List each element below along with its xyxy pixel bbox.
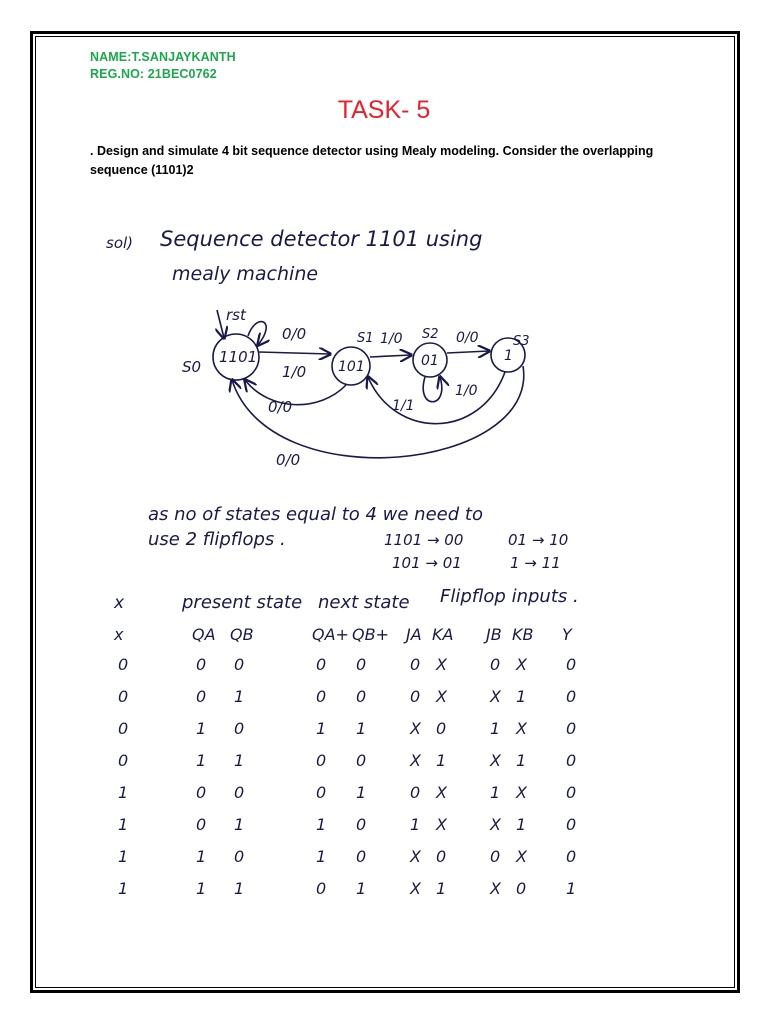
state-s1-code: 101 — [338, 359, 365, 375]
table-cell: 1 — [118, 847, 129, 866]
table-cell: X — [490, 687, 501, 706]
table-cell: 1 — [516, 687, 527, 706]
question-text: . Design and simulate 4 bit sequence detector using Mealy modeling. Consider the overlapping sequence (1101)2 — [90, 144, 654, 177]
table-group-x: x — [114, 593, 125, 613]
encoding-3: 101 → 01 — [392, 554, 462, 572]
table-cell: 0 — [356, 847, 367, 866]
state-s0-code: 1101 — [219, 348, 258, 366]
table-cell: 1 — [410, 815, 421, 834]
label-s2-s3: 0/0 — [456, 330, 479, 346]
label-s1-s0: 0/0 — [268, 398, 293, 416]
table-cell: X — [436, 687, 447, 706]
state-s2-code: 01 — [421, 353, 439, 369]
state-s2-name: S2 — [422, 327, 439, 342]
label-s2-self: 1/0 — [455, 383, 478, 399]
table-cell: 1 — [356, 879, 367, 898]
table-header-cell: QA — [192, 625, 216, 644]
table-cell: 0 — [196, 655, 207, 674]
table-cell: 1 — [490, 719, 501, 738]
table-cell: X — [516, 719, 527, 738]
label-s1-s2: 1/0 — [380, 331, 403, 347]
table-cell: 0 — [316, 879, 327, 898]
label-s3-s0: 0/0 — [276, 451, 301, 469]
table-cell: X — [410, 879, 421, 898]
table-header-cell: QB+ — [352, 625, 389, 644]
table-header-cell: QB — [230, 625, 254, 644]
table-cell: X — [516, 783, 527, 802]
table-cell: 1 — [118, 815, 129, 834]
table-cell: 0 — [566, 719, 577, 738]
table-cell: 0 — [196, 815, 207, 834]
state-s1-name: S1 — [357, 331, 374, 346]
table-cell: 1 — [196, 719, 207, 738]
table-header-cell: KB — [512, 625, 534, 644]
table-cell: 1 — [118, 783, 129, 802]
table-cell: 1 — [316, 847, 327, 866]
s2-self-loop — [423, 377, 442, 402]
state-s3-code: 1 — [504, 348, 513, 364]
student-name: NAME:T.SANJAYKANTH — [90, 50, 236, 64]
table-group-flipflop-inputs: Flipflop inputs . — [440, 586, 579, 607]
table-cell: 0 — [356, 815, 367, 834]
table-cell: 0 — [356, 655, 367, 674]
edge-s3-s1 — [368, 372, 505, 424]
table-cell: 1 — [356, 719, 367, 738]
solution-line-2: mealy machine — [172, 263, 319, 285]
table-cell: 0 — [196, 687, 207, 706]
table-cell: 1 — [566, 879, 577, 898]
table-header-cell: JA — [406, 625, 422, 644]
table-header-cell: JB — [486, 625, 502, 644]
edge-s1-s2 — [370, 355, 411, 357]
table-cell: 1 — [436, 751, 447, 770]
table-cell: X — [436, 815, 447, 834]
table-cell: X — [410, 719, 421, 738]
label-s0-self: 0/0 — [282, 325, 307, 343]
table-cell: 1 — [196, 847, 207, 866]
table-cell: 1 — [436, 879, 447, 898]
reset-label: rst — [226, 306, 246, 324]
table-cell: X — [490, 879, 501, 898]
solution-label: sol) — [106, 234, 134, 252]
table-cell: 0 — [234, 783, 245, 802]
table-cell: 0 — [316, 687, 327, 706]
reset-arrow — [217, 310, 224, 338]
table-cell: 0 — [118, 751, 129, 770]
table-cell: X — [490, 751, 501, 770]
state-s3-name: S3 — [513, 334, 530, 349]
table-header-cell: KA — [432, 625, 454, 644]
table-cell: 0 — [566, 655, 577, 674]
encoding-2: 01 → 10 — [508, 531, 569, 549]
table-cell: 0 — [410, 655, 421, 674]
table-cell: 1 — [516, 815, 527, 834]
table-cell: X — [436, 655, 447, 674]
table-cell: X — [436, 783, 447, 802]
table-cell: 0 — [196, 783, 207, 802]
table-cell: 0 — [436, 719, 447, 738]
table-group-present-state: present state — [182, 592, 303, 613]
table-cell: 0 — [118, 655, 129, 674]
label-s0-s1: 1/0 — [282, 363, 307, 381]
table-cell: 1 — [234, 687, 245, 706]
table-cell: X — [490, 815, 501, 834]
table-cell: 1 — [356, 783, 367, 802]
table-cell: 0 — [490, 655, 501, 674]
table-cell: 1 — [234, 879, 245, 898]
table-group-next-state: next state — [318, 592, 410, 613]
table-header-cell: x — [114, 625, 124, 644]
table-cell: 1 — [234, 815, 245, 834]
table-cell: 1 — [516, 751, 527, 770]
encoding-1: 1101 → 00 — [384, 531, 464, 549]
table-cell: 0 — [118, 719, 129, 738]
table-cell: 0 — [516, 879, 527, 898]
table-cell: 1 — [196, 879, 207, 898]
table-cell: 0 — [436, 847, 447, 866]
table-cell: 1 — [316, 719, 327, 738]
table-cell: 0 — [316, 783, 327, 802]
edge-s1-s0 — [245, 380, 346, 405]
table-cell: X — [410, 751, 421, 770]
registration-number: REG.NO: 21BEC0762 — [90, 67, 217, 81]
table-cell: 0 — [316, 655, 327, 674]
solution-line-1: Sequence detector 1101 using — [160, 227, 483, 251]
s0-self-loop — [248, 322, 266, 345]
table-cell: 0 — [566, 815, 577, 834]
table-cell: 1 — [234, 751, 245, 770]
task-title: TASK- 5 — [337, 96, 431, 124]
table-cell: 1 — [118, 879, 129, 898]
note-line-1: as no of states equal to 4 we need to — [148, 504, 483, 525]
table-cell: 0 — [566, 783, 577, 802]
table-cell: 0 — [410, 783, 421, 802]
table-cell: 0 — [356, 751, 367, 770]
table-cell: 0 — [118, 687, 129, 706]
table-cell: 1 — [316, 815, 327, 834]
label-s3-s1: 1/1 — [392, 398, 415, 414]
table-cell: 0 — [566, 847, 577, 866]
table-cell: 0 — [316, 751, 327, 770]
table-cell: 0 — [234, 847, 245, 866]
table-cell: 0 — [410, 687, 421, 706]
table-cell: X — [516, 655, 527, 674]
state-s0-name: S0 — [182, 358, 202, 376]
encoding-4: 1 → 11 — [510, 554, 561, 572]
truth-table — [113, 625, 576, 898]
table-cell: 0 — [490, 847, 501, 866]
table-cell: 0 — [356, 687, 367, 706]
table-cell: 1 — [196, 751, 207, 770]
edge-s0-s1 — [259, 352, 330, 354]
edge-s2-s3 — [447, 351, 489, 353]
table-cell: X — [516, 847, 527, 866]
table-header-cell: QA+ — [312, 625, 349, 644]
table-cell: 0 — [566, 751, 577, 770]
note-line-2: use 2 flipflops . — [148, 529, 286, 550]
table-cell: 1 — [490, 783, 501, 802]
table-cell: 0 — [234, 655, 245, 674]
table-cell: 0 — [566, 687, 577, 706]
table-cell: X — [410, 847, 421, 866]
table-header-cell: Y — [562, 625, 572, 644]
table-cell: 0 — [234, 719, 245, 738]
